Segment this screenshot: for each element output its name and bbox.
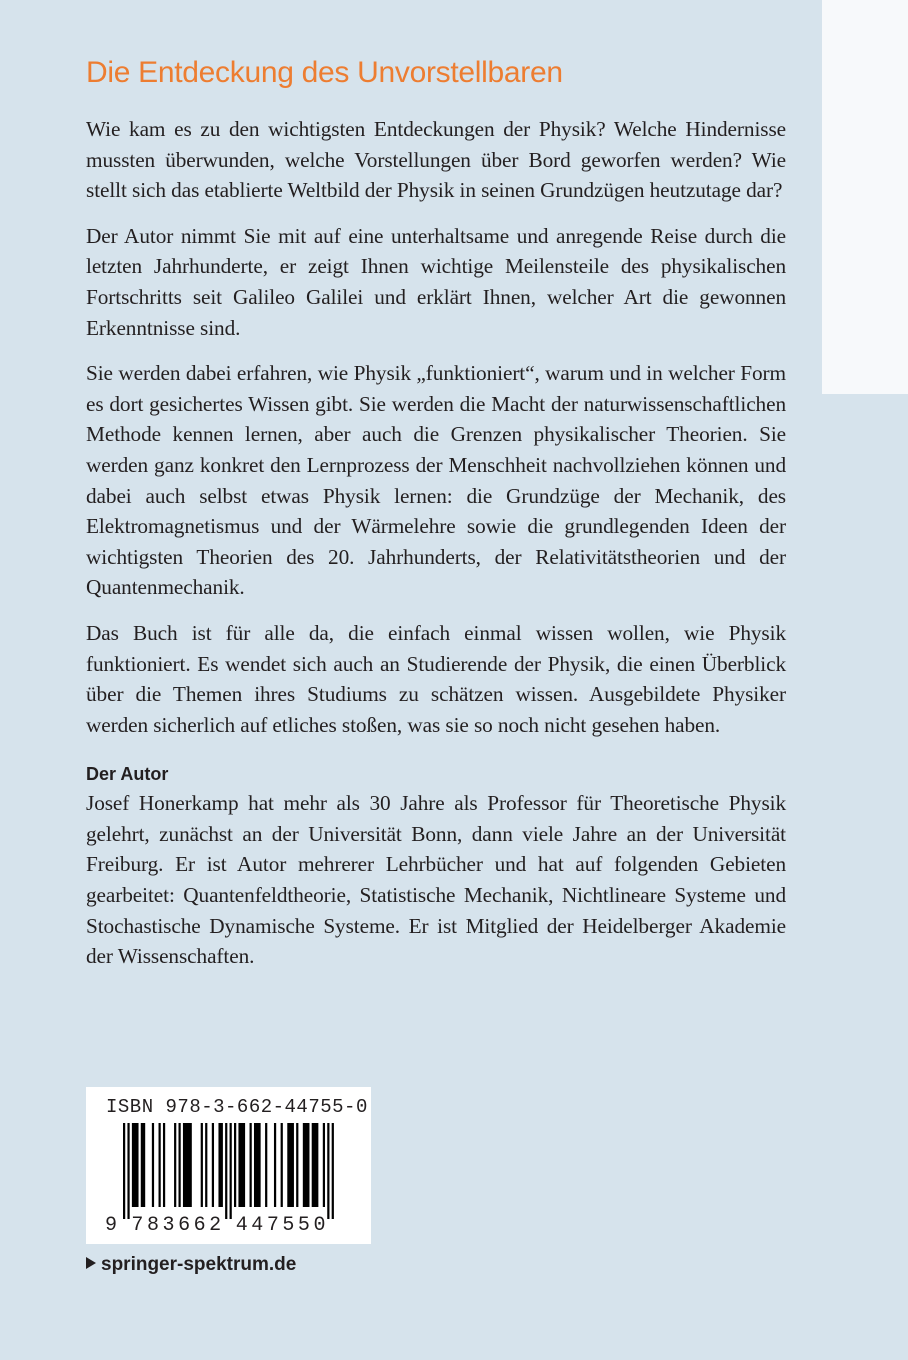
barcode-digit: 6 [193, 1214, 206, 1237]
barcode-digit: 0 [313, 1214, 326, 1237]
barcode-bar [123, 1123, 125, 1219]
barcode-bar [312, 1123, 319, 1207]
barcode-bar [141, 1123, 145, 1207]
spine-panel [822, 0, 908, 394]
barcode-digit: 7 [266, 1214, 279, 1237]
barcode-bar [174, 1123, 176, 1207]
triangle-right-icon [86, 1257, 96, 1269]
barcode-bar [274, 1123, 276, 1207]
barcode-bar [183, 1123, 192, 1207]
barcode-bar [132, 1123, 139, 1207]
barcode-bar [281, 1123, 283, 1207]
barcode-bar [323, 1123, 325, 1207]
paragraph-audience: Das Buch ist für alle da, die einfach einmal wissen wollen, wie Physik funktioniert. Es wendet sich auch an Studierende der Physik, die einen Überblick über die Themen ihres Studiums zu schätzen wissen. Ausgebildete Physiker werden sicherlich auf etliches stoßen, was sie so noch nicht gesehen haben. [86, 620, 786, 737]
barcode-bar [238, 1123, 245, 1207]
barcode-bar [127, 1123, 129, 1219]
barcode-digit: 5 [282, 1214, 295, 1237]
book-title: Die Entdeckung des Unvorstellbaren [86, 56, 563, 89]
paragraph-journey: Der Autor nimmt Sie mit auf eine unterhaltsame und anregende Reise durch die letzten Jahrhunderte, er zeigt Ihnen wichtige Meilensteile des physikalischen Fortschritts seit Galileo Galilei und erklärt Ihnen, welcher Art die gewonnen Erkenntnisse sind. [86, 223, 786, 340]
barcode-digit: 6 [178, 1214, 191, 1237]
barcode-bar [303, 1123, 310, 1207]
back-cover-text [86, 52, 786, 987]
barcode-bar [159, 1123, 161, 1207]
barcode-digit: 4 [235, 1214, 248, 1237]
barcode-bar [230, 1123, 232, 1219]
barcode-bar [265, 1123, 267, 1207]
barcode-bar [332, 1123, 334, 1219]
paragraph-intro: Wie kam es zu den wichtigsten Entdeckungen der Physik? Welche Hindernisse mussten überwunden, welche Vorstellungen über Bord geworfen werden? Wie stellt sich das etablierte Weltbild der Physik in seinen Grundzügen heutzutage dar? [86, 117, 786, 203]
barcode-digit: 8 [146, 1214, 160, 1237]
publisher-url: springer-spektrum.de [101, 1254, 297, 1275]
barcode-bar [152, 1123, 154, 1207]
author-heading: Der Autor [86, 764, 169, 785]
barcode-graphic [86, 1087, 371, 1244]
author-bio: Josef Honerkamp hat mehr als 30 Jahre als Professor für Theoretische Physik gelehrt, zunächst an der Universität Bonn, dann viele Jahre an der Universität Freiburg. Er ist Autor mehrerer Lehrbücher und hat auf folgenden Gebieten gearbeitet: Quantenfeldtheorie, Statistische Mechanik, Nichtlineare Systeme und Stochastische Dynamische Systeme. Er ist Mitglied der Heidelberger Akademie der Wissenschaften. [86, 791, 786, 969]
barcode-bar [212, 1123, 214, 1207]
barcode-bar [327, 1123, 329, 1219]
paragraph-content: Sie werden dabei erfahren, wie Physik „funktioniert“, warum und in welcher Form es dort gesichertes Wissen gibt. Sie werden die Macht der naturwissenschaftlichen Methode kennen lernen, aber auch die Grenzen physikalischer Theorien. Sie werden ganz konkret den Lernprozess der Menschheit nachvollziehen können und dabei auch selbst etwas Physik lernen: die Grundzüge der Mechanik, des Elektromagnetismus und der Wärmelehre sowie die grundlegenden Ideen der wichtigsten Theorien des 20. Jahrhunderts, der Relativitätstheorien und der Quantenmechanik. [86, 361, 786, 600]
barcode-bar [205, 1123, 207, 1207]
barcode-digit: 7 [131, 1214, 144, 1237]
barcode-bar [234, 1123, 236, 1207]
publisher-link[interactable] [86, 1252, 296, 1278]
barcode-digit: 9 [104, 1214, 118, 1237]
barcode-bar [250, 1123, 252, 1207]
barcode-digit: 5 [297, 1214, 310, 1237]
barcode-bar [218, 1123, 222, 1207]
barcode-bar [254, 1123, 261, 1207]
barcode-bar [201, 1123, 203, 1207]
barcode-bar [287, 1123, 294, 1207]
barcode-digit: 4 [251, 1214, 264, 1237]
barcode-bar [179, 1123, 181, 1207]
isbn-barcode [86, 1087, 371, 1244]
barcode-bar [163, 1123, 165, 1207]
barcode-bar [225, 1123, 227, 1219]
barcode-digit: 3 [162, 1214, 175, 1237]
barcode-digit: 2 [209, 1214, 222, 1237]
isbn-label: ISBN 978-3-662-44755-0 [106, 1096, 368, 1118]
barcode-bar [296, 1123, 298, 1207]
